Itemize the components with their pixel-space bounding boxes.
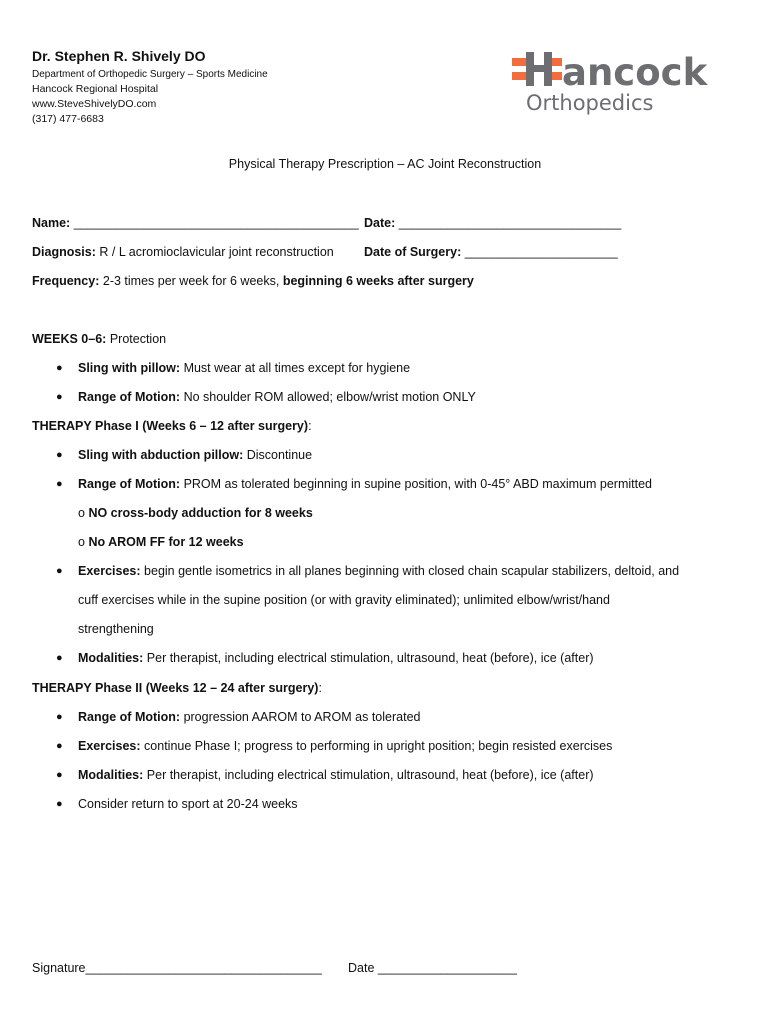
- phase2-colon: :: [318, 681, 322, 695]
- name-label: Name:: [32, 216, 71, 230]
- item-text: No shoulder ROM allowed; elbow/wrist motion ONLY: [183, 390, 476, 404]
- bullet-icon: ●: [56, 711, 63, 723]
- date-field-row: [364, 216, 621, 230]
- list-item: [78, 797, 298, 811]
- weeks-0-6-heading: [32, 332, 166, 346]
- item-text: progression AAROM to AROM as tolerated: [183, 710, 421, 724]
- sub-item: [78, 506, 313, 520]
- list-item: [78, 739, 612, 753]
- signature-line[interactable]: Signature__________________________________: [32, 961, 322, 975]
- frequency-value: 2-3 times per week for 6 weeks,: [102, 274, 280, 288]
- phone: (317) 477-6683: [32, 113, 104, 125]
- weeks-0-6-rest: Protection: [109, 332, 167, 346]
- bullet-icon: ●: [56, 740, 63, 752]
- item-text: Discontinue: [246, 448, 313, 462]
- sub-marker: o: [78, 535, 85, 549]
- bullet-icon: ●: [56, 391, 63, 403]
- surgery-date-blank[interactable]: ______________________: [464, 245, 618, 259]
- item-label: Range of Motion:: [78, 710, 181, 724]
- item-label: Exercises:: [78, 564, 141, 578]
- list-item: [78, 448, 312, 462]
- sub-marker: o: [78, 506, 85, 520]
- sub-item-text: No AROM FF for 12 weeks: [88, 535, 244, 549]
- header-block: [32, 48, 268, 127]
- surgery-date-label: Date of Surgery:: [364, 245, 462, 259]
- item-text: continue Phase I; progress to performing in upright position; begin resisted exercises: [144, 739, 613, 753]
- department: Department of Orthopedic Surgery – Sports Medicine: [32, 69, 268, 80]
- item-text: begin gentle isometrics in all planes beginning with closed chain scapular stabilizers, deltoid, and: [144, 564, 680, 578]
- frequency-row: [32, 274, 474, 288]
- weeks-0-6-label: WEEKS 0–6:: [32, 332, 107, 346]
- hancock-orthopedics-logo: [512, 50, 744, 120]
- item-label: Modalities:: [78, 651, 144, 665]
- date-label: Date:: [364, 216, 396, 230]
- footer-date-line[interactable]: Date ____________________: [348, 961, 517, 975]
- frequency-bold: beginning 6 weeks after surgery: [282, 274, 474, 288]
- list-item: [78, 768, 594, 782]
- page-title: Physical Therapy Prescription – AC Joint Reconstruction: [228, 157, 542, 171]
- item-continuation: strengthening: [78, 622, 154, 636]
- bullet-icon: ●: [56, 449, 63, 461]
- logo-graphic: [512, 50, 744, 120]
- phase2-heading-text: THERAPY Phase II (Weeks 12 – 24 after surgery): [32, 681, 319, 695]
- item-text: Must wear at all times except for hygiene: [183, 361, 411, 375]
- item-label: Sling with pillow:: [78, 361, 181, 375]
- logo-bottom-text: Orthopedics: [526, 91, 654, 115]
- item-text: Per therapist, including electrical stimulation, ultrasound, heat (before), ice (after): [146, 768, 594, 782]
- phase1-heading-text: THERAPY Phase I (Weeks 6 – 12 after surgery): [32, 419, 309, 433]
- diagnosis-label: Diagnosis:: [32, 245, 96, 259]
- bullet-icon: ●: [56, 798, 63, 810]
- date-blank[interactable]: ________________________________: [398, 216, 622, 230]
- logo-h-mark: [512, 52, 562, 86]
- surgery-date-row: [364, 245, 618, 259]
- list-item: [78, 390, 476, 404]
- bullet-icon: ●: [56, 362, 63, 374]
- item-text: PROM as tolerated beginning in supine position, with 0-45° ABD maximum permitted: [183, 477, 652, 491]
- phase1-colon: :: [308, 419, 312, 433]
- bullet-icon: ●: [56, 652, 63, 664]
- bullet-icon: ●: [56, 478, 63, 490]
- sub-item: [78, 535, 244, 549]
- phase2-heading: [32, 681, 322, 695]
- item-label: Exercises:: [78, 739, 141, 753]
- hospital: Hancock Regional Hospital: [32, 83, 159, 95]
- list-item: [78, 710, 420, 724]
- list-item: [78, 651, 594, 665]
- name-blank[interactable]: _________________________________________: [73, 216, 359, 230]
- diagnosis-value: R / L acromioclavicular joint reconstruction: [99, 245, 334, 259]
- item-label: Sling with abduction pillow:: [78, 448, 244, 462]
- logo-top-text: ancock: [562, 51, 708, 94]
- bullet-icon: ●: [56, 769, 63, 781]
- list-item: [78, 361, 410, 375]
- item-label: Modalities:: [78, 768, 144, 782]
- doctor-name: Dr. Stephen R. Shively DO: [32, 48, 206, 64]
- item-text: Consider return to sport at 20-24 weeks: [78, 797, 298, 811]
- item-continuation: cuff exercises while in the supine position (or with gravity eliminated); unlimited elbow/wrist/hand: [78, 593, 610, 607]
- sub-item-text: NO cross-body adduction for 8 weeks: [88, 506, 313, 520]
- phase1-heading: [32, 419, 312, 433]
- list-item: [78, 564, 679, 578]
- website: www.SteveShivelyDO.com: [32, 98, 157, 110]
- name-field-row: [32, 216, 359, 230]
- frequency-label: Frequency:: [32, 274, 100, 288]
- item-label: Range of Motion:: [78, 477, 181, 491]
- diagnosis-row: [32, 245, 334, 259]
- bullet-icon: ●: [56, 565, 63, 577]
- list-item: [78, 477, 652, 491]
- item-label: Range of Motion:: [78, 390, 181, 404]
- item-text: Per therapist, including electrical stimulation, ultrasound, heat (before), ice (after): [146, 651, 594, 665]
